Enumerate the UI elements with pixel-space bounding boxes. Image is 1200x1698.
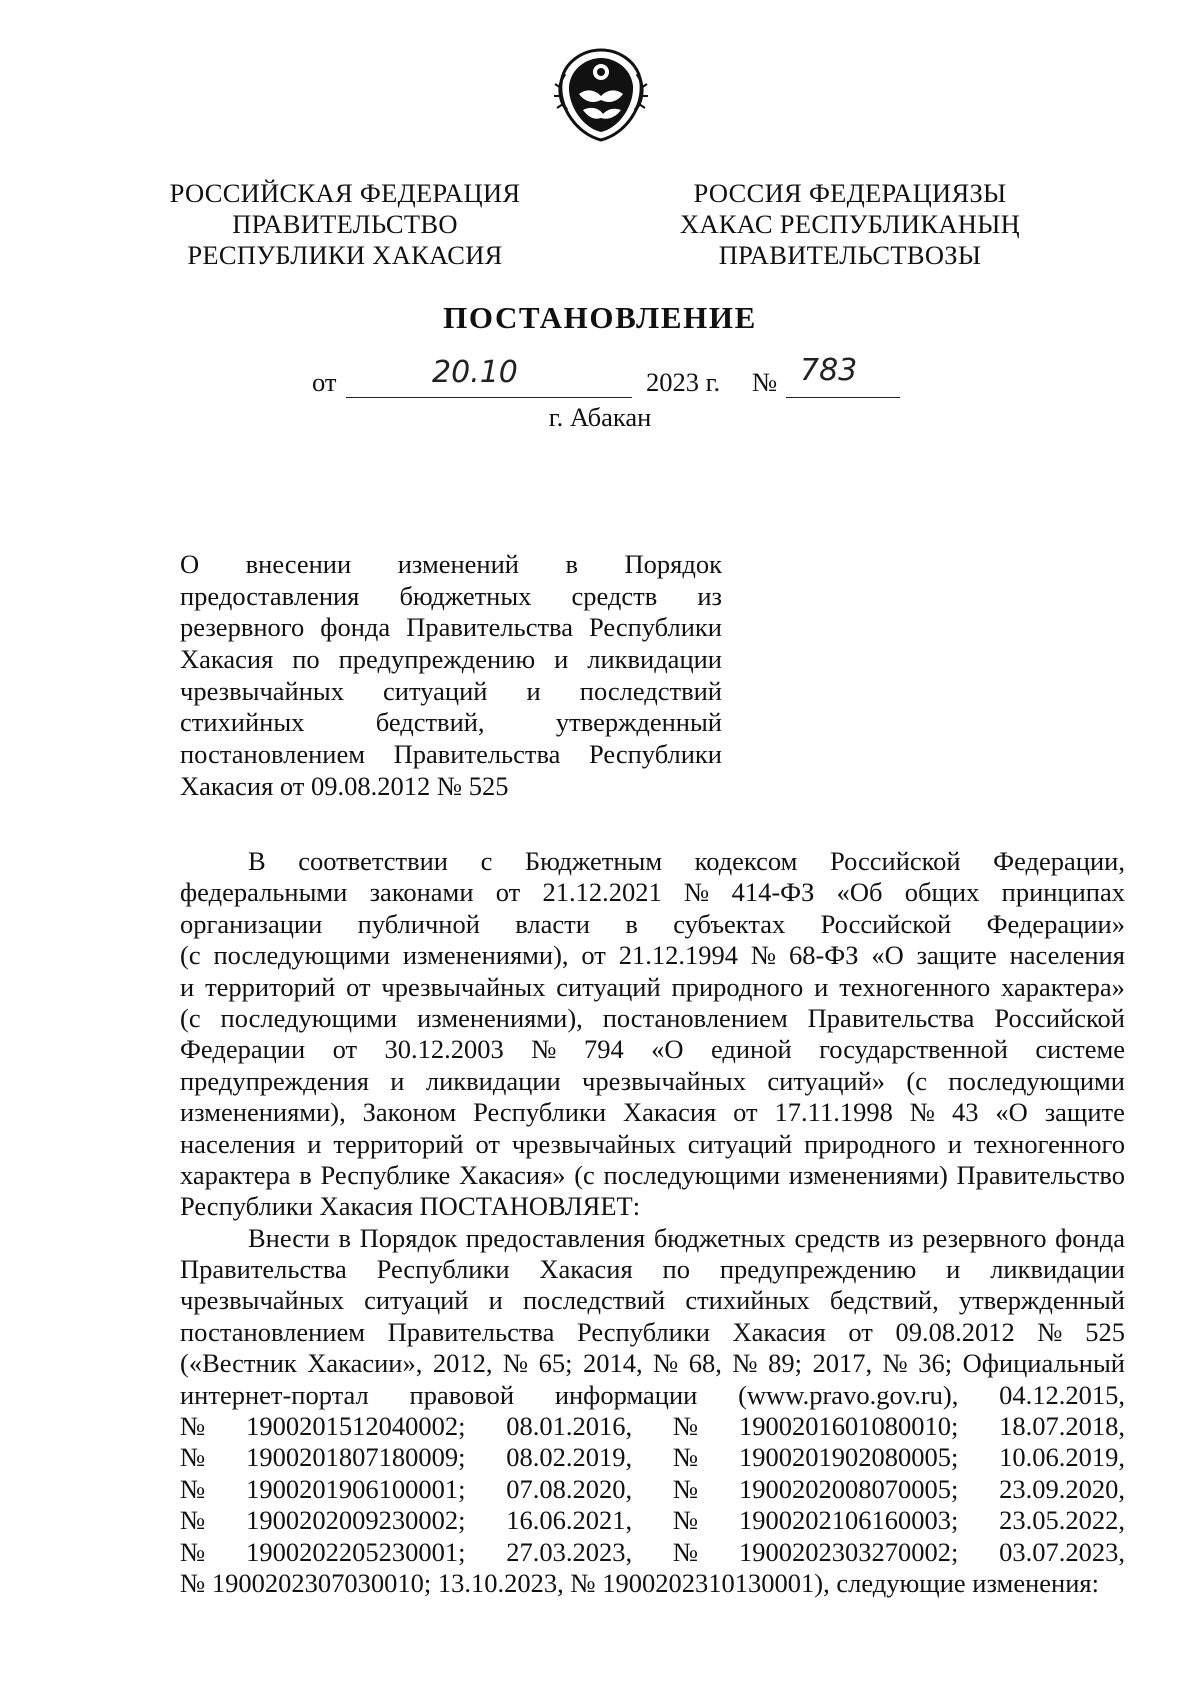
word: № bbox=[180, 1536, 206, 1567]
word: и bbox=[526, 675, 541, 706]
word: 18.07.2018, bbox=[999, 1411, 1125, 1442]
word: 1900201906100001; bbox=[246, 1473, 466, 1504]
word: 1900201807180009; bbox=[246, 1442, 466, 1473]
word: принципах bbox=[1001, 877, 1125, 908]
word: Федерации, bbox=[993, 846, 1125, 876]
word: фонда bbox=[1055, 1222, 1125, 1253]
word: (с bbox=[180, 1002, 201, 1033]
word: № bbox=[672, 1536, 699, 1567]
word: чрезвычайных bbox=[180, 675, 344, 706]
word: 1900202008070005; bbox=[738, 1473, 959, 1504]
word: утвержденный bbox=[555, 707, 722, 738]
header-left bbox=[135, 178, 555, 271]
word: и bbox=[488, 1285, 503, 1316]
word: (с bbox=[574, 1159, 595, 1190]
word: ликвидации bbox=[425, 1065, 561, 1096]
word: из bbox=[888, 1222, 914, 1253]
word: Правительство bbox=[956, 1159, 1125, 1190]
word: резервного bbox=[922, 1222, 1047, 1253]
word: законами bbox=[369, 877, 474, 908]
word: средств bbox=[571, 580, 658, 611]
word: населения bbox=[1009, 940, 1125, 971]
word: общих bbox=[904, 877, 980, 908]
word: бедствий, bbox=[829, 1285, 939, 1316]
word: № bbox=[672, 1473, 699, 1504]
word: бюджетных bbox=[399, 580, 532, 611]
word: интернет-портал bbox=[180, 1379, 369, 1410]
header-right-line: РОССИЯ ФЕДЕРАЦИЯЗЫ bbox=[693, 178, 1007, 208]
word: системе bbox=[1035, 1034, 1125, 1065]
word: 2014, bbox=[582, 1348, 643, 1379]
word: «О bbox=[871, 940, 904, 971]
word: Хакасия bbox=[180, 644, 274, 675]
word: от bbox=[475, 1128, 500, 1159]
word: 23.09.2020, bbox=[999, 1473, 1125, 1504]
word: в bbox=[565, 549, 579, 579]
word: «Об bbox=[836, 877, 883, 908]
word: 27.03.2023, bbox=[506, 1536, 633, 1567]
word: Российской bbox=[820, 908, 952, 939]
word: изменениями), bbox=[417, 1002, 583, 1033]
word: 1900202106160003; bbox=[738, 1505, 959, 1536]
word: и bbox=[180, 971, 195, 1002]
word: 1900202303270002; bbox=[738, 1536, 959, 1567]
word: № bbox=[531, 1034, 557, 1065]
word: № bbox=[882, 1348, 908, 1379]
word: в bbox=[299, 1159, 312, 1190]
handwritten-date: 20.10 bbox=[432, 355, 518, 390]
word: последующими bbox=[220, 1002, 398, 1033]
word: № bbox=[1037, 1316, 1063, 1347]
word: по bbox=[662, 1254, 690, 1285]
word: федеральными bbox=[180, 877, 348, 908]
word: и bbox=[390, 1065, 405, 1096]
word: кодексом bbox=[694, 846, 798, 876]
word: в bbox=[338, 1222, 351, 1253]
word: и bbox=[814, 971, 829, 1002]
word: Республики bbox=[589, 739, 722, 770]
word: предупреждению bbox=[719, 1254, 917, 1285]
word: природного bbox=[804, 1128, 936, 1159]
word: № bbox=[750, 940, 777, 971]
word: ликвидации bbox=[990, 1254, 1125, 1285]
word: 43 bbox=[951, 1097, 979, 1128]
city-line: г. Абакан bbox=[548, 402, 652, 432]
word: № bbox=[909, 1097, 936, 1128]
word: Официальный bbox=[962, 1348, 1125, 1379]
word: территорий bbox=[333, 1128, 464, 1159]
word: защите bbox=[1044, 1097, 1125, 1128]
word: № bbox=[180, 1473, 206, 1504]
word: Российской bbox=[994, 1002, 1125, 1033]
word: единой bbox=[710, 1034, 792, 1065]
word: Хакасия bbox=[622, 1097, 717, 1128]
word: Правительства bbox=[180, 1254, 347, 1285]
word: 1900201601080010; bbox=[738, 1411, 959, 1442]
word: «О bbox=[995, 1097, 1028, 1128]
word: Федерации bbox=[180, 1034, 306, 1065]
word: из bbox=[697, 580, 722, 611]
word: 21.12.2021 bbox=[542, 877, 662, 908]
word: ситуаций bbox=[364, 1285, 469, 1316]
text-line bbox=[180, 707, 722, 739]
word: 08.02.2019, bbox=[506, 1442, 633, 1473]
word: 21.12.1994 bbox=[618, 940, 738, 971]
word: чрезвычайных bbox=[381, 971, 546, 1002]
word: Порядок bbox=[624, 549, 722, 579]
word: 525 bbox=[1085, 1316, 1125, 1347]
word: фонда bbox=[320, 612, 391, 643]
word: Республики bbox=[576, 1316, 710, 1347]
word: предупреждения bbox=[180, 1065, 369, 1096]
word: 1900202205230001; bbox=[246, 1536, 466, 1567]
word: Бюджетным bbox=[524, 846, 663, 876]
word: О bbox=[180, 549, 200, 579]
word: № bbox=[180, 1411, 206, 1442]
word: 23.05.2022, bbox=[999, 1505, 1125, 1536]
word: 09.08.2012 bbox=[895, 1316, 1015, 1347]
word: ситуаций bbox=[687, 1128, 793, 1159]
word: и bbox=[947, 1128, 962, 1159]
word: Правительства bbox=[393, 739, 561, 770]
word: техногенного bbox=[839, 971, 991, 1002]
word: характера» bbox=[1001, 971, 1125, 1002]
header-right-line: ХАКАС РЕСПУБЛИКАНЫҢ bbox=[679, 209, 1021, 239]
text-line bbox=[180, 1537, 1125, 1568]
text-line bbox=[180, 1285, 1125, 1316]
year-text: 2023 г. bbox=[646, 367, 721, 397]
word: резервного bbox=[180, 612, 305, 643]
word: № bbox=[672, 1411, 699, 1442]
word: ситуаций» bbox=[767, 1065, 886, 1096]
word: № bbox=[672, 1505, 699, 1536]
word: информации bbox=[554, 1379, 698, 1410]
text-line bbox=[180, 1160, 1125, 1191]
word: природного bbox=[671, 971, 804, 1002]
word: постановлением bbox=[180, 1316, 365, 1347]
word: ликвидации bbox=[587, 644, 722, 675]
word: в bbox=[625, 908, 638, 939]
date-fill-line bbox=[346, 397, 632, 398]
word: 04.12.2015, bbox=[999, 1379, 1125, 1410]
word: ситуаций bbox=[383, 675, 488, 706]
word: Хакасия» bbox=[459, 1159, 566, 1190]
word: предоставления bbox=[180, 580, 360, 611]
text-line bbox=[180, 549, 722, 581]
word: изменений bbox=[397, 549, 519, 579]
text-line bbox=[180, 1380, 1125, 1411]
word: и bbox=[307, 1128, 322, 1159]
word: правовой bbox=[409, 1379, 515, 1410]
word: 1900202009230002; bbox=[246, 1505, 466, 1536]
word: населения bbox=[180, 1128, 296, 1159]
text-line bbox=[180, 1097, 1125, 1128]
header-right bbox=[640, 178, 1060, 271]
coat-of-arms-icon bbox=[553, 44, 649, 144]
word: от bbox=[581, 940, 606, 971]
word: Российской bbox=[830, 846, 961, 876]
word: от bbox=[346, 971, 371, 1002]
word: (с bbox=[180, 940, 201, 971]
text-line bbox=[180, 1254, 1125, 1285]
word: соответствии bbox=[298, 846, 448, 876]
word: чрезвычайных bbox=[180, 1285, 344, 1316]
word: последующими bbox=[603, 1159, 781, 1190]
text-line bbox=[180, 846, 1125, 877]
word: 10.06.2019, bbox=[999, 1442, 1125, 1473]
word: 1900201902080005; bbox=[738, 1442, 959, 1473]
word: и bbox=[554, 644, 569, 675]
word: Внести bbox=[248, 1222, 330, 1253]
text-line bbox=[180, 940, 1125, 971]
text-line bbox=[180, 1317, 1125, 1348]
text-line bbox=[180, 909, 1125, 940]
word: Республики bbox=[473, 1097, 607, 1128]
word: последствий bbox=[522, 1285, 666, 1316]
number-fill-line bbox=[786, 397, 900, 398]
word: 17.11.1998 bbox=[774, 1097, 893, 1128]
word: В bbox=[248, 846, 266, 876]
text-line bbox=[180, 972, 1125, 1003]
text-line bbox=[180, 1442, 1125, 1473]
word: предоставления bbox=[465, 1222, 646, 1253]
resolution-body bbox=[180, 846, 1125, 1599]
word: № bbox=[180, 1505, 206, 1536]
word: бюджетных bbox=[653, 1222, 786, 1253]
text-line bbox=[180, 1034, 1125, 1065]
word: характера bbox=[180, 1159, 291, 1190]
word: постановлением bbox=[180, 739, 365, 770]
word: 16.06.2021, bbox=[506, 1505, 633, 1536]
text-line bbox=[180, 676, 722, 708]
word: ситуаций bbox=[556, 971, 661, 1002]
word: № bbox=[180, 1442, 206, 1473]
word: 89; bbox=[768, 1348, 802, 1379]
word: Хакасии», bbox=[307, 1348, 423, 1379]
word: публичной bbox=[357, 908, 480, 939]
word: субъектах bbox=[673, 908, 786, 939]
word: от bbox=[495, 877, 521, 908]
word: последующими bbox=[948, 1065, 1125, 1096]
text-line bbox=[180, 644, 722, 676]
text-line bbox=[180, 1129, 1125, 1160]
text-line bbox=[180, 1003, 1125, 1034]
word: 07.08.2020, bbox=[506, 1473, 633, 1504]
word: 2017, bbox=[812, 1348, 873, 1379]
word: 30.12.2003 bbox=[384, 1034, 504, 1065]
word: Республики bbox=[376, 1254, 510, 1285]
document-type-title: ПОСТАНОВЛЕНИЕ bbox=[443, 300, 757, 335]
header-right-line: ПРАВИТЕЛЬСТВОЗЫ bbox=[718, 240, 982, 270]
word: Правительства bbox=[387, 1316, 555, 1347]
word: Законом bbox=[362, 1097, 457, 1128]
word: Хакасия bbox=[732, 1316, 826, 1347]
word: утвержденный bbox=[958, 1285, 1125, 1316]
word: 36; bbox=[918, 1348, 953, 1379]
word: и bbox=[946, 1254, 961, 1285]
text-line bbox=[180, 1474, 1125, 1505]
word: 08.01.2016, bbox=[506, 1411, 633, 1442]
text-line bbox=[180, 1568, 1125, 1599]
word: средств bbox=[794, 1222, 881, 1253]
header-left-line: РОССИЙСКАЯ ФЕДЕРАЦИЯ bbox=[169, 178, 521, 208]
word: («Вестник bbox=[180, 1348, 297, 1379]
word: чрезвычайных bbox=[582, 1065, 746, 1096]
word: (с bbox=[906, 1065, 927, 1096]
word: с bbox=[480, 846, 493, 876]
word: 414-ФЗ bbox=[731, 877, 815, 908]
word: Правительства bbox=[807, 1002, 975, 1033]
word: № bbox=[672, 1442, 699, 1473]
word: 68, bbox=[688, 1348, 722, 1379]
handwritten-number: 783 bbox=[800, 353, 858, 388]
word: власти bbox=[515, 908, 590, 939]
word: по bbox=[292, 644, 320, 675]
word: 794 bbox=[583, 1034, 624, 1065]
word: защите bbox=[916, 940, 997, 971]
text-line bbox=[180, 1348, 1125, 1379]
word: № bbox=[502, 1348, 529, 1379]
text-line bbox=[180, 739, 722, 771]
word: № bbox=[732, 1348, 758, 1379]
text-line bbox=[180, 1411, 1125, 1442]
word: Республике bbox=[320, 1159, 451, 1190]
word: № bbox=[684, 877, 710, 908]
word: территорий bbox=[205, 971, 336, 1002]
word: от bbox=[848, 1316, 873, 1347]
header-left-line: ПРАВИТЕЛЬСТВО bbox=[232, 209, 458, 239]
text-line bbox=[180, 877, 1125, 908]
dateline bbox=[0, 353, 1200, 403]
word: от bbox=[733, 1097, 758, 1128]
word: внесении bbox=[245, 549, 352, 579]
word: 1900201512040002; bbox=[246, 1411, 466, 1442]
from-label: от bbox=[312, 367, 337, 397]
word: Республики Хакасия ПОСТАНОВЛЯЕТ: bbox=[180, 1191, 641, 1222]
word: 2012, bbox=[432, 1348, 493, 1379]
text-line bbox=[180, 581, 722, 613]
word: бедствий, bbox=[375, 707, 485, 738]
word: стихийных bbox=[180, 707, 305, 738]
text-line bbox=[180, 1223, 1125, 1254]
word: чрезвычайных bbox=[511, 1128, 676, 1159]
word: Федерации» bbox=[986, 908, 1125, 939]
word: от bbox=[332, 1034, 358, 1065]
word: государственной bbox=[819, 1034, 1008, 1065]
word: последующими bbox=[213, 940, 390, 971]
word: техногенного bbox=[973, 1128, 1125, 1159]
word: изменениями) bbox=[788, 1159, 948, 1190]
word: «О bbox=[651, 1034, 684, 1065]
word: 68-ФЗ bbox=[788, 940, 859, 971]
word: Республики bbox=[589, 612, 722, 643]
text-line bbox=[180, 1191, 1125, 1222]
word: организации bbox=[180, 908, 323, 939]
word: последствий bbox=[579, 675, 722, 706]
number-label: № bbox=[752, 367, 778, 397]
word: Правительства bbox=[406, 612, 573, 643]
word: 65; bbox=[538, 1348, 573, 1379]
text-line bbox=[180, 1066, 1125, 1097]
text-line bbox=[180, 612, 722, 644]
word: Хакасия от 09.08.2012 № 525 bbox=[180, 770, 509, 801]
header-left-line: РЕСПУБЛИКИ ХАКАСИЯ bbox=[187, 240, 503, 270]
word: изменениями), bbox=[402, 940, 569, 971]
word: 03.07.2023, bbox=[999, 1536, 1125, 1567]
word: Хакасия bbox=[539, 1254, 633, 1285]
word: стихийных bbox=[685, 1285, 810, 1316]
word: изменениями), bbox=[180, 1097, 346, 1128]
word: Порядок bbox=[359, 1222, 458, 1253]
text-line bbox=[180, 1505, 1125, 1536]
word: (www.pravo.gov.ru), bbox=[738, 1379, 959, 1410]
word: № 1900202307030010; 13.10.2023, № 1900202310130001), следующие изменения: bbox=[180, 1567, 1099, 1598]
word: № bbox=[653, 1348, 679, 1379]
word: постановлением bbox=[602, 1002, 788, 1033]
resolution-title bbox=[180, 549, 722, 803]
word: предупреждению bbox=[338, 644, 536, 675]
text-line bbox=[180, 771, 722, 803]
